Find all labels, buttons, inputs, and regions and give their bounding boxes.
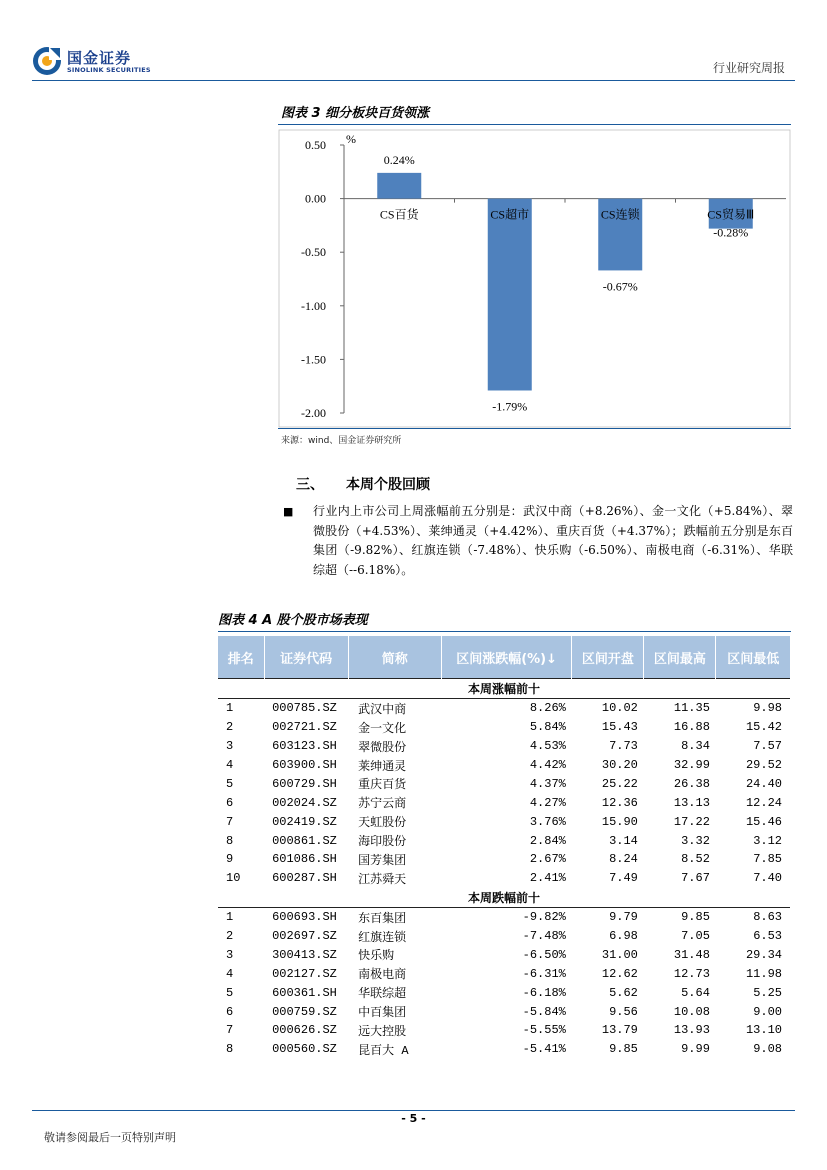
table-row — [218, 718, 790, 737]
y-tick-label: -2.00 — [301, 406, 326, 420]
cell-rank: 7 — [226, 1023, 234, 1038]
page-number: - 5 - — [401, 1112, 426, 1125]
table-row — [218, 774, 790, 793]
cell-change: -6.31% — [522, 966, 566, 981]
y-tick-label: -1.50 — [301, 352, 326, 367]
figure4-title: 图表 4 A 股个股市场表现 — [218, 613, 368, 628]
cell-open: 31.00 — [601, 947, 638, 962]
cell-high: 9.99 — [681, 1042, 710, 1057]
stock-table — [218, 636, 790, 1059]
cell-code: 002024.SZ — [272, 795, 337, 810]
cell-name: 昆百大 A — [358, 1043, 409, 1058]
cell-name: 金一文化 — [358, 721, 407, 736]
cell-low: 15.42 — [745, 720, 782, 735]
col-header-open: 区间开盘 — [572, 636, 644, 679]
cell-open: 8.24 — [609, 852, 638, 867]
data-label: 0.24% — [383, 152, 415, 167]
cell-name: 重庆百货 — [358, 778, 407, 793]
cell-change: -7.48% — [522, 929, 566, 944]
x-tick-label: CS贸易Ⅲ — [707, 207, 755, 222]
table-row — [218, 812, 790, 831]
cell-low: 9.08 — [753, 1042, 782, 1057]
cell-code: 600361.SH — [272, 985, 337, 1000]
cell-rank: 2 — [226, 720, 234, 735]
cell-low: 6.53 — [753, 929, 782, 944]
cell-open: 15.43 — [601, 720, 638, 735]
col-header-rank: 排名 — [218, 636, 264, 679]
figure3-title: 图表 3 细分板块百货领涨 — [281, 106, 430, 121]
bar-chart — [278, 129, 791, 428]
cell-high: 32.99 — [673, 758, 710, 772]
cell-change: -5.55% — [522, 1023, 566, 1038]
source-rule — [278, 428, 791, 429]
table-row — [218, 698, 790, 717]
cell-name: 中百集团 — [358, 1006, 407, 1021]
cell-low: 7.85 — [753, 852, 782, 867]
cell-change: -5.84% — [522, 1004, 566, 1019]
cell-high: 12.73 — [673, 966, 710, 981]
cell-rank: 3 — [226, 947, 234, 962]
table-row — [218, 737, 790, 756]
cell-open: 7.73 — [609, 739, 638, 754]
cell-name: 东百集团 — [358, 911, 407, 926]
col-header-high: 区间最高 — [644, 636, 716, 679]
chart-frame — [279, 130, 790, 427]
cell-name: 江苏舜天 — [358, 872, 407, 887]
table-row — [218, 756, 790, 775]
cell-code: 002419.SZ — [272, 814, 337, 829]
cell-high: 17.22 — [673, 814, 710, 829]
cell-name: 快乐购 — [358, 949, 395, 964]
cell-high: 13.93 — [673, 1023, 710, 1038]
cell-change: 2.84% — [529, 833, 566, 848]
cell-name: 海印股份 — [358, 835, 407, 850]
figure4-rule — [218, 631, 791, 632]
cell-change: -9.82% — [522, 910, 566, 925]
section-heading — [296, 474, 430, 494]
cell-open: 13.79 — [601, 1023, 638, 1038]
cell-open: 10.02 — [601, 701, 638, 716]
footer-disclaimer: 敬请参阅最后一页特别声明 — [44, 1131, 176, 1144]
y-tick-label: 0.00 — [305, 191, 326, 206]
cell-rank: 1 — [226, 910, 234, 925]
logo-text-en: SINOLINK SECURITIES — [67, 66, 151, 74]
cell-name: 国芳集团 — [358, 853, 407, 868]
cell-open: 9.56 — [609, 1004, 638, 1019]
cell-rank: 10 — [226, 871, 241, 886]
cell-high: 8.34 — [681, 739, 710, 754]
x-tick-label: CS百货 — [379, 207, 419, 222]
x-tick-label: CS连锁 — [600, 207, 640, 222]
cell-low: 29.34 — [745, 947, 782, 962]
cell-open: 9.85 — [609, 1042, 638, 1057]
cell-code: 600729.SH — [272, 776, 337, 791]
table-row — [218, 1040, 790, 1059]
footer-rule — [32, 1110, 795, 1111]
group-title-gainers: 本周涨幅前十 — [218, 679, 790, 699]
col-header-name: 简称 — [348, 636, 441, 679]
cell-name: 南极电商 — [358, 968, 407, 983]
table-row — [218, 1002, 790, 1021]
header-rule — [32, 80, 795, 81]
cell-rank: 8 — [226, 1042, 234, 1057]
y-tick-label: -1.00 — [301, 298, 326, 313]
y-tick-label: 0.50 — [305, 138, 326, 152]
cell-code: 300413.SZ — [272, 947, 337, 962]
cell-change: 4.42% — [529, 758, 566, 772]
cell-low: 5.25 — [753, 985, 782, 1000]
table-row — [218, 793, 790, 812]
cell-low: 13.10 — [745, 1023, 782, 1038]
cell-open: 9.79 — [609, 910, 638, 925]
col-header-code: 证券代码 — [264, 636, 348, 679]
figure3-rule — [278, 124, 791, 125]
cell-high: 9.85 — [681, 910, 710, 925]
square-bullet-icon: ■ — [283, 505, 294, 518]
cell-rank: 2 — [226, 929, 234, 944]
cell-name: 莱绅通灵 — [358, 759, 407, 774]
cell-change: 3.76% — [529, 814, 566, 829]
cell-high: 7.67 — [681, 871, 710, 886]
cell-rank: 9 — [226, 852, 234, 867]
cell-low: 7.57 — [753, 739, 782, 754]
table-row — [218, 869, 790, 888]
cell-change: 2.67% — [529, 852, 566, 867]
cell-change: 4.27% — [529, 795, 566, 810]
cell-open: 30.20 — [601, 758, 638, 772]
cell-high: 26.38 — [673, 776, 710, 791]
cell-code: 002721.SZ — [272, 720, 337, 735]
cell-code: 600693.SH — [272, 910, 337, 925]
cell-low: 29.52 — [745, 758, 782, 772]
bullet-text: 行业内上市公司上周涨幅前五分别是：武汉中商（+8.26%）、金一文化（+5.84%）、翠微股份（+4.53%）、莱绅通灵（+4.42%）、重庆百货（+4.37%）；跌幅前五分别是东百集团（-9.82%）、红旗连锁（-7.48%）、快乐购（-6.50%）、南极电商（-6.31%）、华联综超（--6.18%）。 — [313, 504, 793, 577]
cell-open: 7.49 — [609, 871, 638, 886]
cell-code: 000785.SZ — [272, 701, 337, 716]
cell-change: 4.37% — [529, 776, 566, 791]
cell-rank: 4 — [226, 966, 234, 981]
cell-name: 华联综超 — [358, 987, 407, 1002]
report-type: 行业研究周报 — [712, 61, 785, 75]
logo-mark-icon — [32, 46, 62, 76]
table-row — [218, 831, 790, 850]
cell-low: 7.40 — [753, 871, 782, 886]
section-number: 三、 — [296, 477, 324, 493]
cell-name: 苏宁云商 — [358, 797, 407, 812]
cell-change: 4.53% — [529, 739, 566, 754]
cell-code: 000759.SZ — [272, 1004, 337, 1019]
col-header-change: 区间涨跌幅(%)↓ — [441, 636, 572, 679]
data-label: -0.28% — [713, 225, 749, 240]
cell-rank: 3 — [226, 739, 234, 754]
cell-change: -5.41% — [522, 1042, 566, 1057]
y-tick-label: -0.50 — [301, 245, 326, 260]
cell-low: 11.98 — [745, 966, 782, 981]
table-row — [218, 907, 790, 926]
cell-name: 武汉中商 — [358, 702, 407, 717]
cell-high: 11.35 — [673, 701, 710, 716]
cell-name: 远大控股 — [358, 1024, 407, 1039]
cell-open: 25.22 — [601, 776, 638, 791]
cell-change: 8.26% — [529, 701, 566, 716]
cell-rank: 8 — [226, 833, 234, 848]
cell-high: 8.52 — [681, 852, 710, 867]
cell-change: -6.50% — [522, 947, 566, 962]
cell-high: 5.64 — [681, 985, 710, 1000]
group-title-losers: 本周跌幅前十 — [218, 888, 790, 907]
cell-low: 12.24 — [745, 795, 782, 810]
table-row — [218, 927, 790, 946]
cell-low: 24.40 — [745, 776, 782, 791]
group-row-gainers — [218, 679, 790, 699]
x-tick-label: CS超市 — [490, 207, 530, 222]
table-row — [218, 1021, 790, 1040]
cell-code: 002127.SZ — [272, 966, 337, 981]
table-row — [218, 964, 790, 983]
cell-open: 12.36 — [601, 795, 638, 810]
table-row — [218, 983, 790, 1002]
cell-rank: 5 — [226, 776, 234, 791]
cell-low: 8.63 — [753, 910, 782, 925]
cell-open: 15.90 — [601, 814, 638, 829]
figure3-source: 来源：wind、国金证券研究所 — [281, 436, 402, 446]
cell-high: 16.88 — [673, 720, 710, 735]
logo-text-cn: 国金证券 — [67, 49, 132, 67]
cell-high: 10.08 — [673, 1004, 710, 1019]
cell-rank: 4 — [226, 758, 234, 772]
cell-open: 3.14 — [609, 833, 638, 848]
cell-rank: 7 — [226, 814, 234, 829]
data-label: -0.67% — [602, 279, 638, 294]
cell-high: 3.32 — [681, 833, 710, 848]
cell-change: 2.41% — [529, 871, 566, 886]
cell-name: 红旗连锁 — [358, 930, 407, 945]
cell-open: 6.98 — [609, 929, 638, 944]
cell-rank: 6 — [226, 1004, 234, 1019]
cell-name: 天虹股份 — [358, 816, 407, 831]
cell-code: 603900.SH — [272, 758, 337, 772]
table-header-row — [218, 636, 790, 679]
table-row — [218, 850, 790, 869]
cell-high: 31.48 — [673, 947, 710, 962]
bar — [488, 199, 532, 391]
cell-rank: 6 — [226, 795, 234, 810]
cell-low: 3.12 — [753, 833, 782, 848]
data-label: -1.79% — [492, 399, 528, 414]
cell-change: -6.18% — [522, 985, 566, 1000]
cell-open: 12.62 — [601, 966, 638, 981]
cell-low: 9.00 — [753, 1004, 782, 1019]
cell-high: 13.13 — [673, 795, 710, 810]
cell-open: 5.62 — [609, 985, 638, 1000]
company-logo — [32, 46, 162, 80]
col-header-low: 区间最低 — [716, 636, 790, 679]
cell-code: 600287.SH — [272, 871, 337, 886]
y-axis-unit: % — [346, 132, 356, 146]
cell-low: 9.98 — [753, 701, 782, 716]
cell-code: 601086.SH — [272, 852, 337, 867]
bar — [377, 173, 421, 199]
cell-rank: 1 — [226, 701, 234, 716]
cell-code: 000560.SZ — [272, 1042, 337, 1057]
cell-high: 7.05 — [681, 929, 710, 944]
cell-change: 5.84% — [529, 720, 566, 735]
cell-rank: 5 — [226, 985, 234, 1000]
cell-code: 603123.SH — [272, 739, 337, 754]
table-row — [218, 945, 790, 964]
section-title: 本周个股回顾 — [346, 477, 430, 493]
cell-code: 002697.SZ — [272, 929, 337, 944]
group-row-losers — [218, 888, 790, 907]
cell-code: 000626.SZ — [272, 1023, 337, 1038]
cell-code: 000861.SZ — [272, 833, 337, 848]
cell-low: 15.46 — [745, 814, 782, 829]
cell-name: 翠微股份 — [358, 740, 407, 755]
